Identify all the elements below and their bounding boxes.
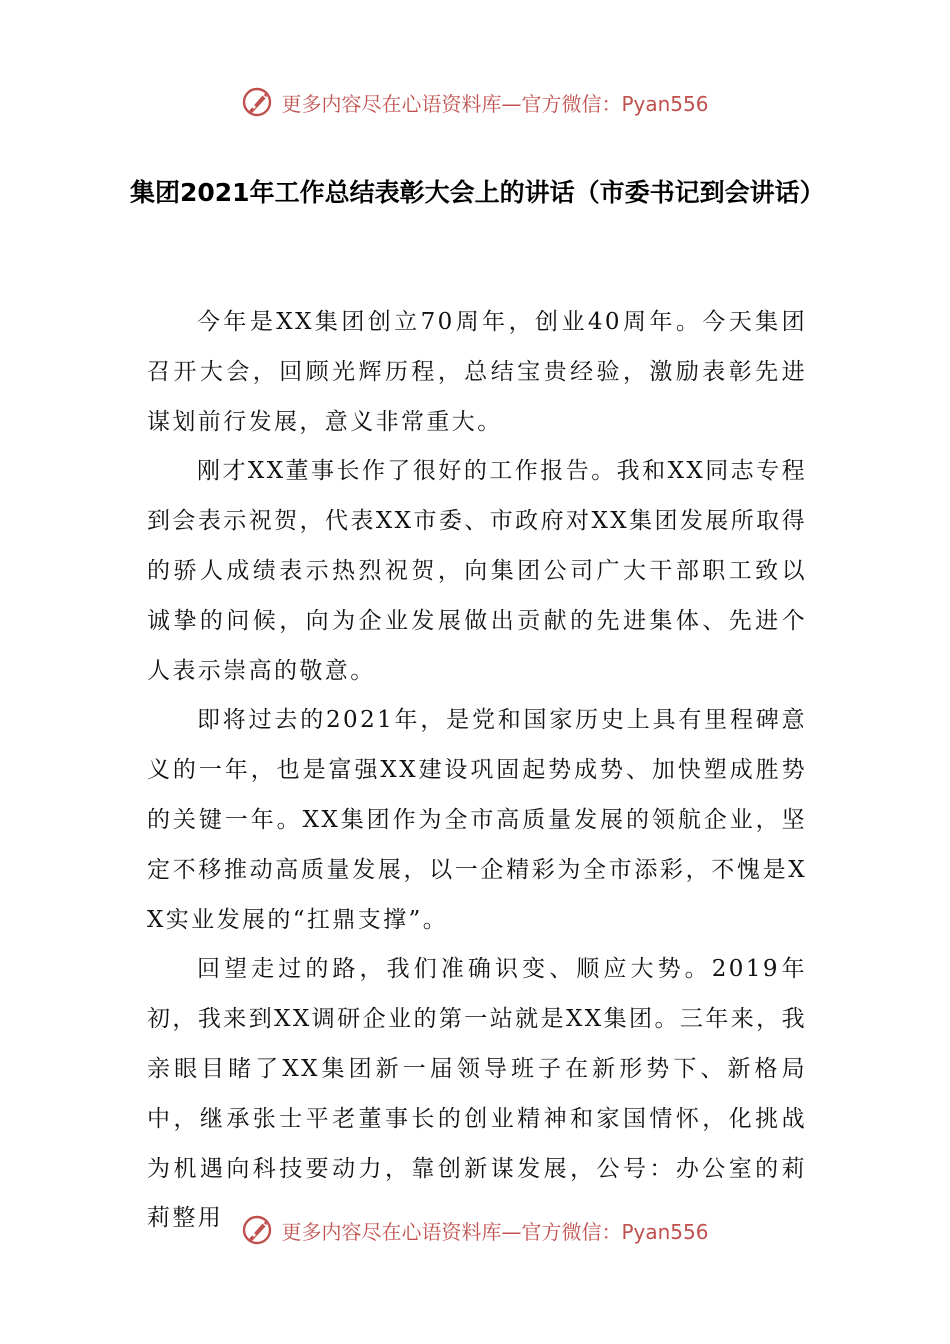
watermark-text: 更多内容尽在心语资料库—官方微信：Pyan556: [281, 1219, 709, 1244]
document-title: 集团2021年工作总结表彰大会上的讲话（市委书记到会讲话）: [130, 178, 825, 207]
document-body: [147, 298, 807, 1244]
watermark-text: 更多内容尽在心语资料库—官方微信：Pyan556: [281, 91, 709, 116]
paragraph: 回望走过的路，我们准确识变、顺应大势。2019年初，我来到XX调研企业的第一站就是XX集团。三年来，我亲眼目睹了XX集团新一届领导班子在新形势下、新格局中，继承张士平老董事长的创业精神和家国情怀，化挑战为机遇向科技要动力，靠创新谋发展，公号：办公室的莉莉整用: [147, 956, 807, 1232]
paragraph: 今年是XX集团创立70周年，创业40周年。今天集团召开大会，回顾光辉历程，总结宝贵经验，激励表彰先进谋划前行发展，意义非常重大。: [147, 309, 807, 435]
pen-nib-logo-icon: [241, 84, 277, 120]
paragraph: 刚才XX董事长作了很好的工作报告。我和XX同志专程到会表示祝贺，代表XX市委、市政府对XX集团发展所取得的骄人成绩表示热烈祝贺，向集团公司广大干部职工致以诚挚的问候，向为企业发展做出贡献的先进集体、先进个人表示崇高的敬意。: [147, 458, 807, 684]
watermark-banner-top: [0, 80, 950, 124]
paragraph: 即将过去的2021年，是党和国家历史上具有里程碑意义的一年，也是富强XX建设巩固起势成势、加快塑成胜势的关键一年。XX集团作为全市高质量发展的领航企业，坚定不移推动高质量发展，以一企精彩为全市添彩，不愧是XX实业发展的“扛鼎支撑”。: [147, 707, 807, 933]
pen-nib-logo-icon: [241, 1212, 277, 1248]
watermark-banner-bottom: [0, 1208, 950, 1252]
